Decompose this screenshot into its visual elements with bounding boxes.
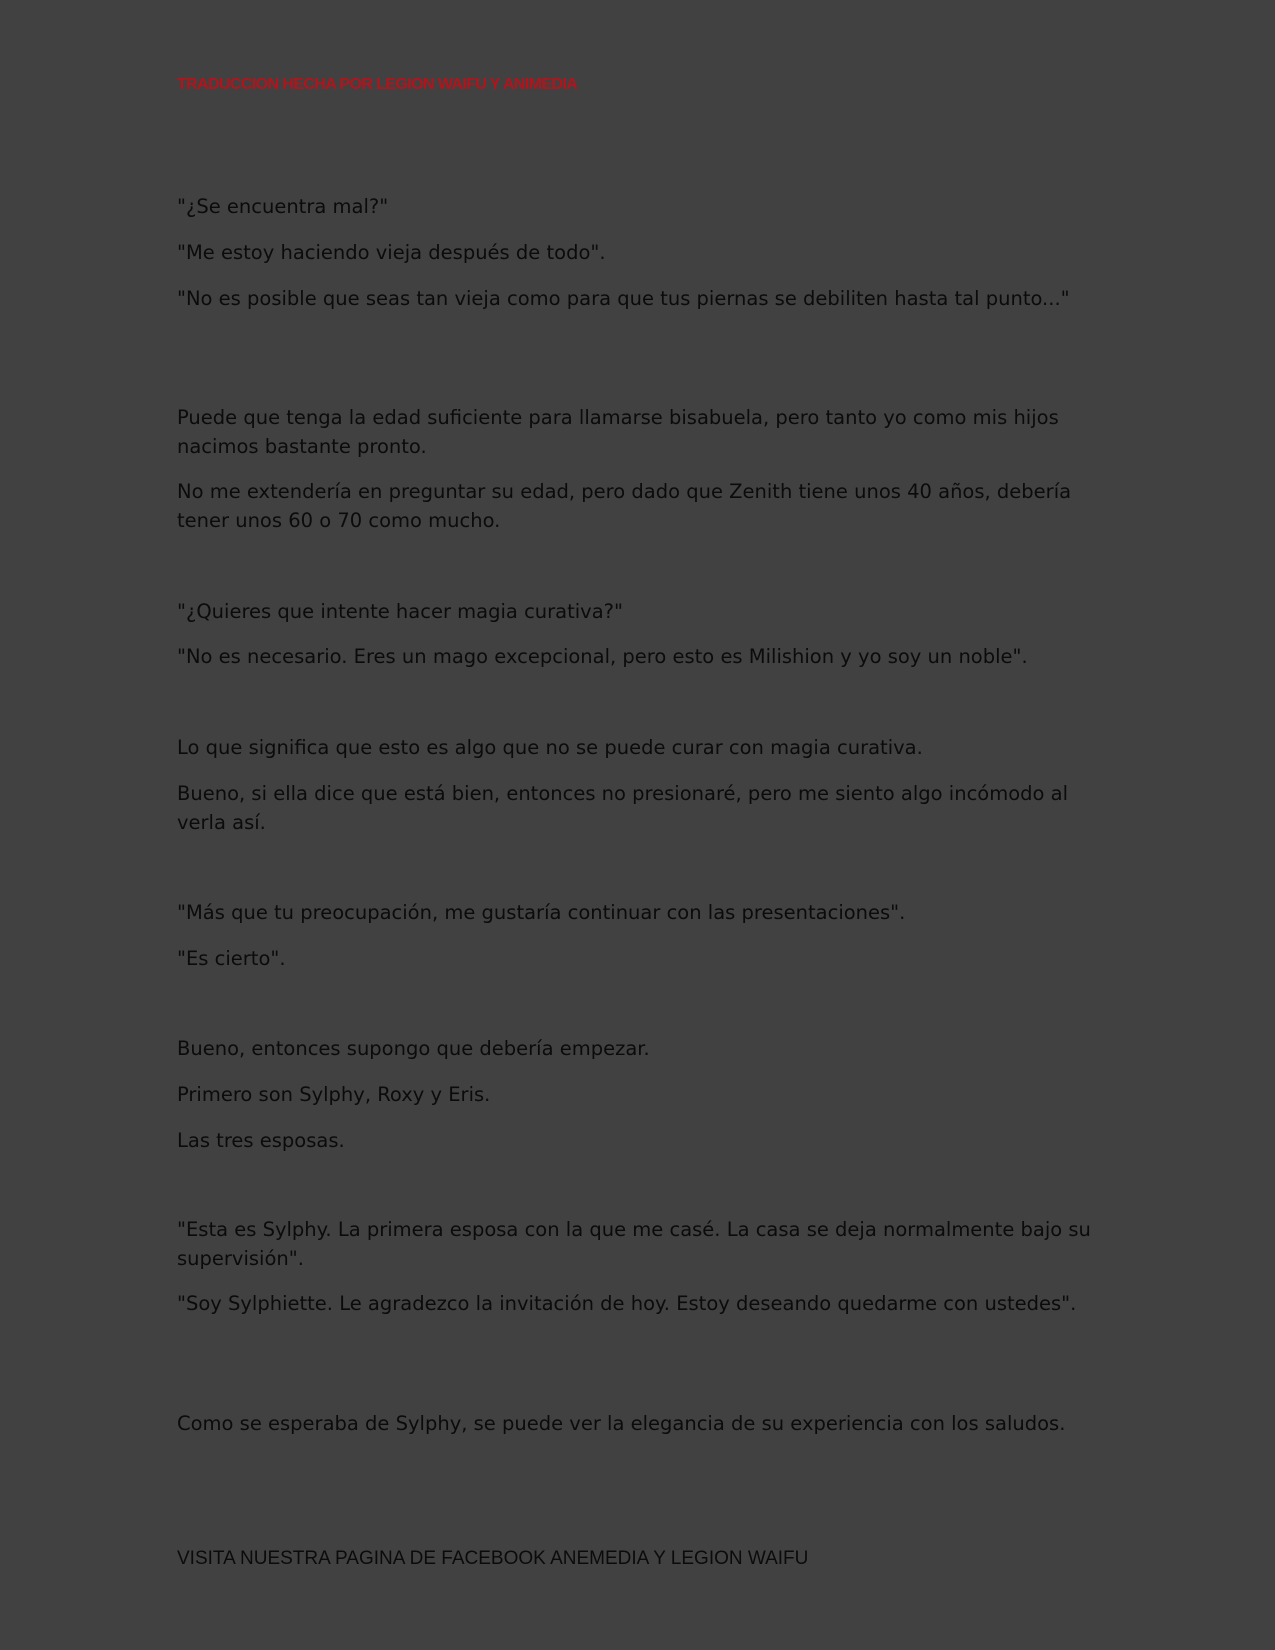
paragraph: No me extendería en preguntar su edad, pero dado que Zenith tiene unos 40 años, debería tener unos 60 o 70 como mucho. (177, 480, 1072, 532)
paragraph: "No es necesario. Eres un mago excepcional, pero esto es Milishion y yo soy un noble". (177, 645, 1028, 668)
paragraph: "Es cierto". (177, 947, 286, 970)
paragraph: "Más que tu preocupación, me gustaría continuar con las presentaciones". (177, 901, 906, 924)
paragraph: Lo que significa que esto es algo que no se puede curar con magia curativa. (177, 736, 923, 759)
paragraph: "¿Quieres que intente hacer magia curativa?" (177, 600, 623, 623)
paragraph: Las tres esposas. (177, 1129, 345, 1152)
paragraph: "Soy Sylphiette. Le agradezco la invitación de hoy. Estoy deseando quedarme con ustedes". (177, 1292, 1077, 1315)
paragraph: Como se esperaba de Sylphy, se puede ver la elegancia de su experiencia con los saludos. (177, 1412, 1066, 1435)
paragraph: "Esta es Sylphy. La primera esposa con la que me casé. La casa se deja normalmente bajo su supervisión". (177, 1218, 1091, 1270)
paragraph: Bueno, entonces supongo que debería empezar. (177, 1037, 650, 1060)
paragraph: "¿Se encuentra mal?" (177, 195, 389, 218)
facebook-footer-note: VISITA NUESTRA PAGINA DE FACEBOOK ANEMEDIA Y LEGION WAIFU (177, 1548, 809, 1569)
paragraph: Puede que tenga la edad suficiente para llamarse bisabuela, pero tanto yo como mis hijos nacimos bastante pronto. (177, 406, 1059, 458)
paragraph: "Me estoy haciendo vieja después de todo". (177, 241, 606, 264)
paragraph: Primero son Sylphy, Roxy y Eris. (177, 1083, 491, 1106)
paragraph: "No es posible que seas tan vieja como para que tus piernas se debiliten hasta tal punto..." (177, 287, 1070, 310)
translation-credit: TRADUCCION HECHA POR LEGION WAIFU Y ANIMEDIA (177, 76, 578, 93)
document-page (177, 0, 1097, 1650)
paragraph: Bueno, si ella dice que está bien, entonces no presionaré, pero me siento algo incómodo al verla así. (177, 782, 1069, 834)
